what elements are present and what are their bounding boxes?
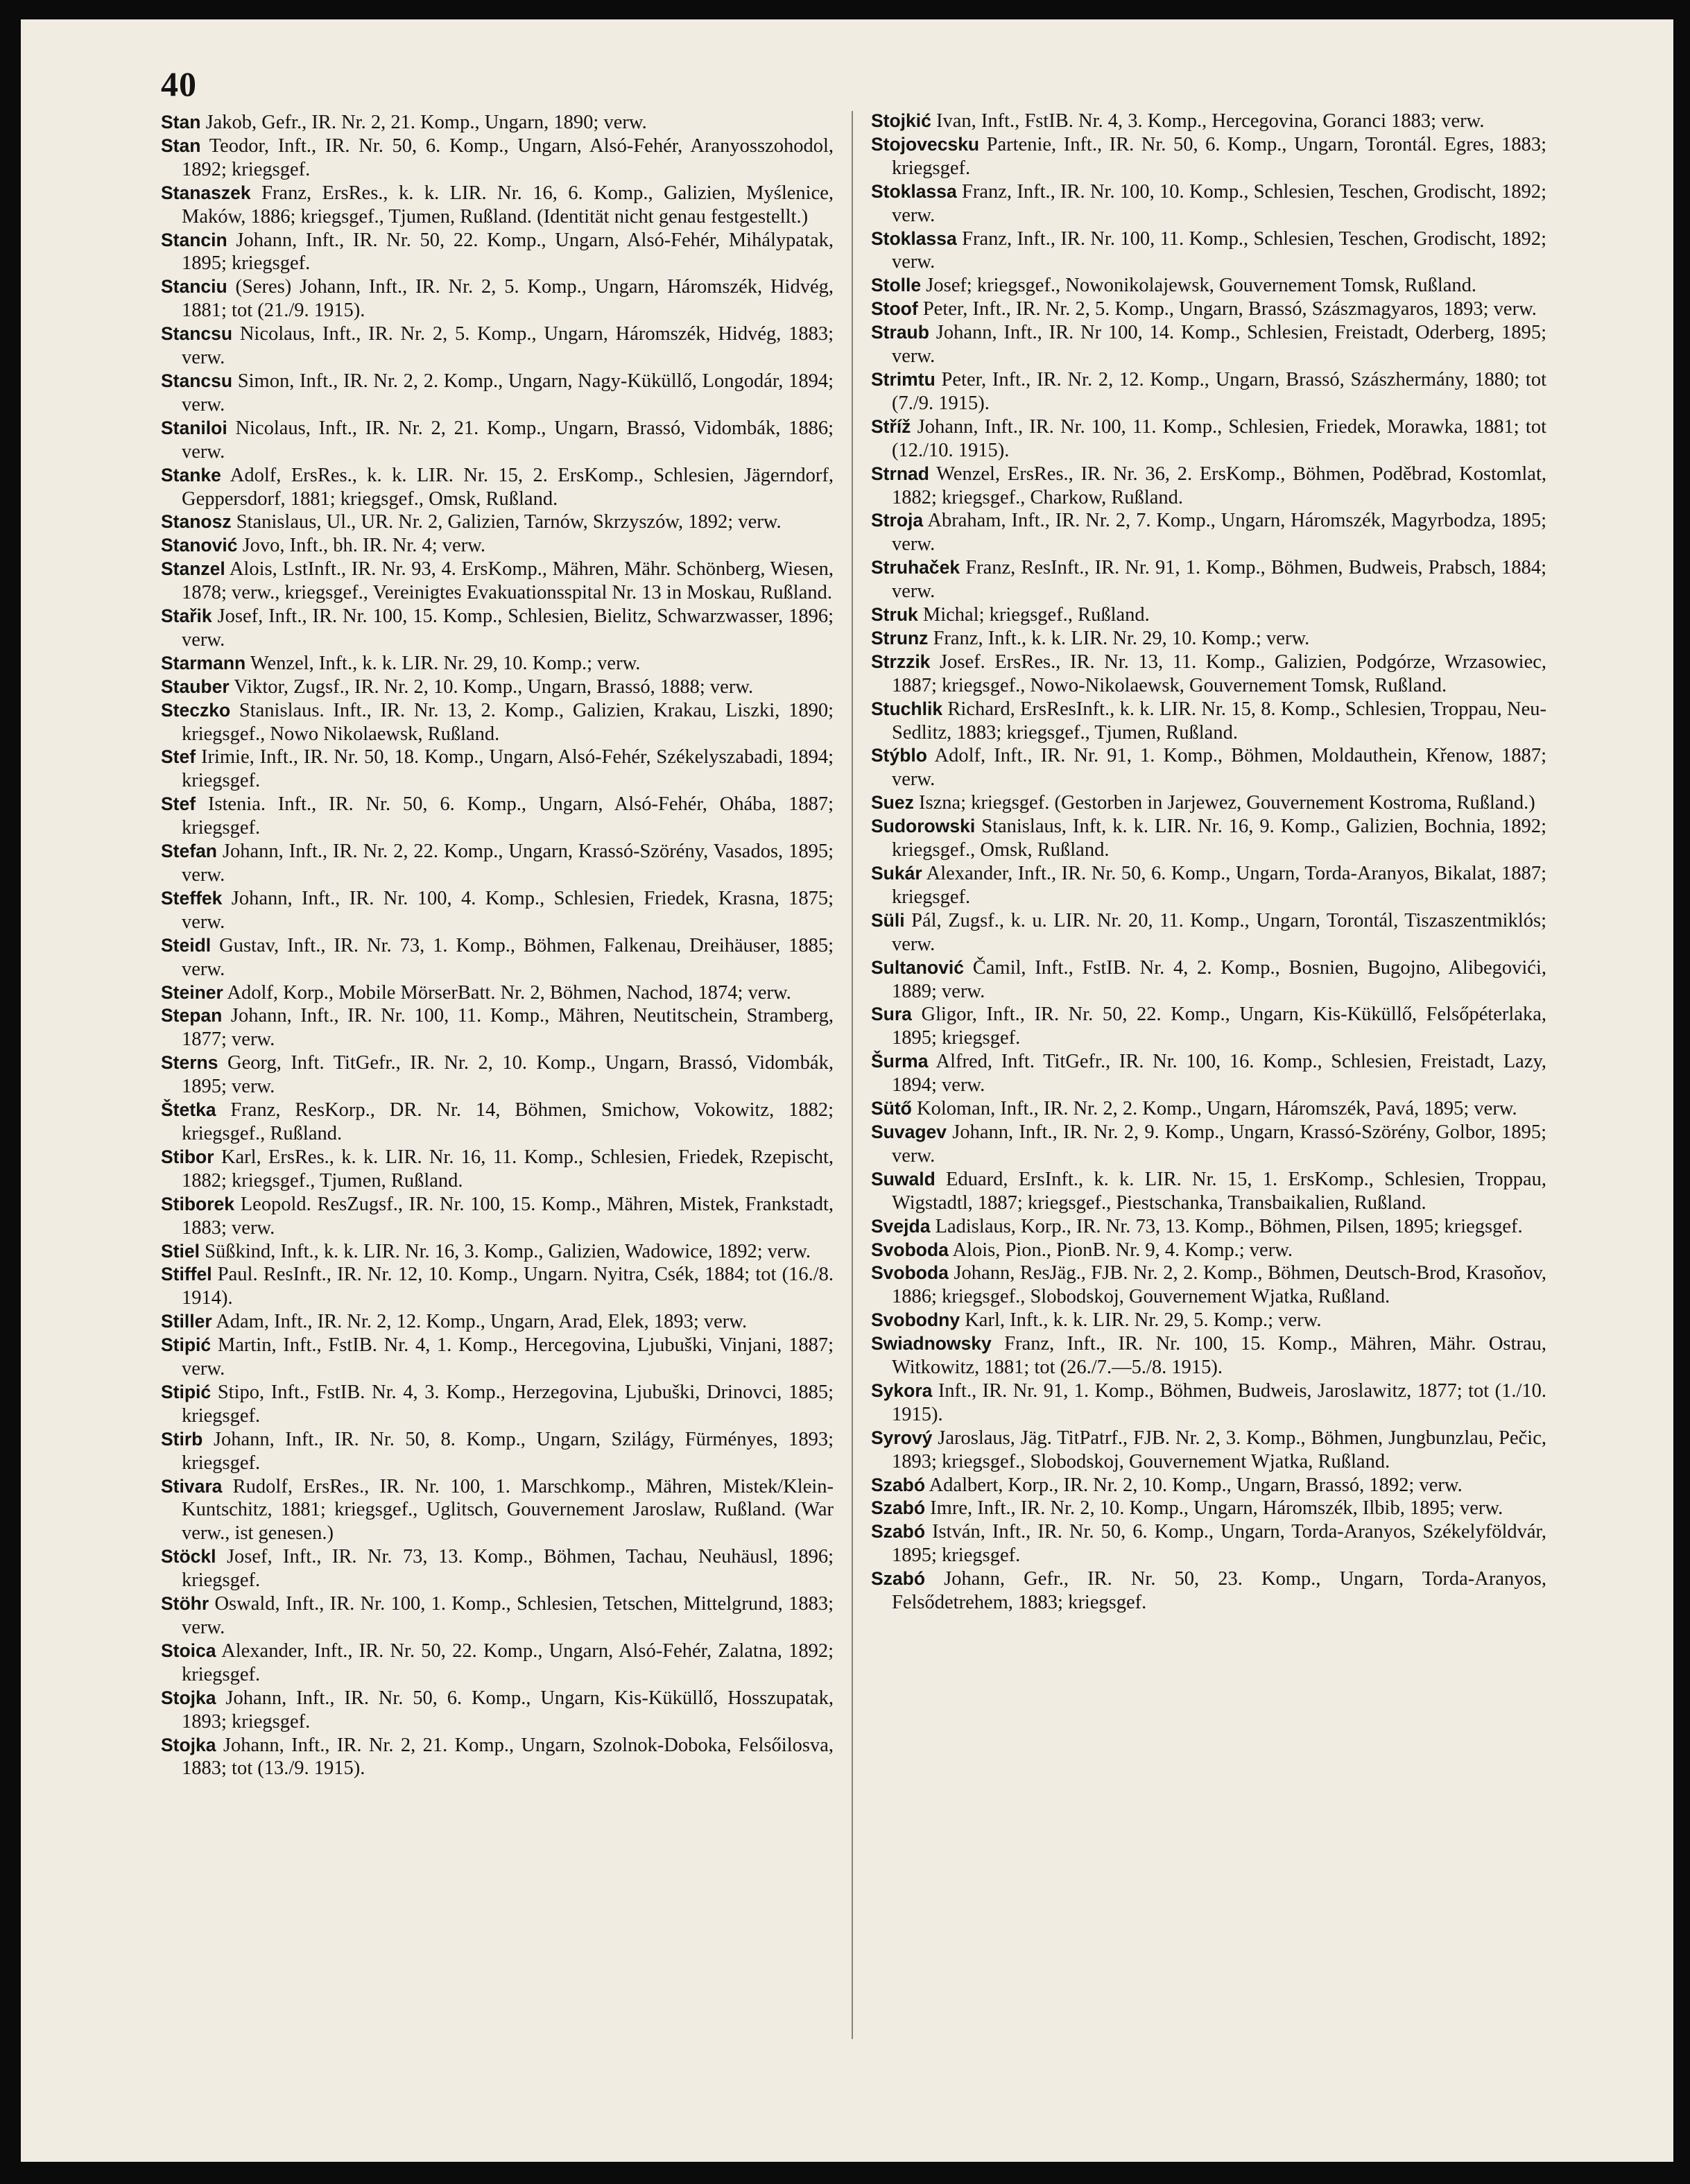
register-entry xyxy=(161,323,834,370)
entry-details: Richard, ErsResInft., k. k. LIR. Nr. 15, 8. Komp., Schlesien, Troppau, Neu-Sedlitz, 1883; kriegsgef., Tjumen, Rußland. xyxy=(892,698,1546,743)
register-entry xyxy=(871,603,1546,627)
entry-surname: Stan xyxy=(161,112,201,132)
entry-details: Michal; kriegsgef., Rußland. xyxy=(917,604,1150,626)
entry-surname: Stroja xyxy=(871,510,924,531)
entry-details: Stipo, Inft., FstIB. Nr. 4, 3. Komp., Herzegovina, Ljubuški, Drinovci, 1885; kriegsgef. xyxy=(182,1381,834,1427)
entry-details: Eduard, ErsInft., k. k. LIR. Nr. 15, 1. ErsKomp., Schlesien, Troppau, Wigstadtl, 1887; kriegsgef., Piestschanka, Transbaikalien, Rußland. xyxy=(892,1168,1546,1214)
entry-details: Adalbert, Korp., IR. Nr. 2, 10. Komp., Ungarn, Brassó, 1892; verw. xyxy=(925,1474,1463,1496)
entry-details: Johann, ResJäg., FJB. Nr. 2, 2. Komp., Böhmen, Deutsch-Brod, Krasoňov, 1886; kriegsgef., Slobodskoj, Gouvernement Wjatka, Rußland. xyxy=(892,1262,1546,1308)
entry-surname: Stojka xyxy=(161,1734,216,1755)
register-entry xyxy=(161,1334,834,1381)
entry-surname: Staniloi xyxy=(161,417,227,438)
entry-details: Ivan, Inft., FstIB. Nr. 4, 3. Komp., Hercegovina, Goranci 1883; verw. xyxy=(931,110,1485,132)
entry-surname: Sudorowski xyxy=(871,816,976,837)
entry-details: Imre, Inft., IR. Nr. 2, 10. Komp., Ungarn, Háromszék, Ilbib, 1895; verw. xyxy=(925,1497,1503,1520)
entry-details: Franz, ResInft., IR. Nr. 91, 1. Komp., Böhmen, Budweis, Prabsch, 1884; verw. xyxy=(892,557,1546,603)
entry-details: Johann, Inft., IR. Nr. 100, 4. Komp., Schlesien, Friedek, Krasna, 1875; verw. xyxy=(182,887,834,933)
entry-details: Alfred, Inft. TitGefr., IR. Nr. 100, 16. Komp., Schlesien, Freistadt, Lazy, 1894; verw. xyxy=(892,1051,1546,1097)
scan-border-bottom xyxy=(0,2162,1690,2184)
register-entry xyxy=(871,791,1546,815)
entry-surname: Stipić xyxy=(161,1334,212,1356)
register-entry xyxy=(161,111,834,135)
entry-details: Paul. ResInft., IR. Nr. 12, 10. Komp., Ungarn. Nyitra, Csék, 1884; tot (16./8. 1914). xyxy=(182,1264,834,1309)
entry-details: Ladislaus, Korp., IR. Nr. 73, 13. Komp., Böhmen, Pilsen, 1895; kriegsgef. xyxy=(930,1215,1523,1237)
entry-surname: Steczko xyxy=(161,699,231,721)
entry-details: Iszna; kriegsgef. (Gestorben in Jarjewez, Gouvernement Kostroma, Rußland.) xyxy=(913,792,1535,814)
entry-details: Alois, Pion., PionB. Nr. 9, 4. Komp.; verw. xyxy=(948,1239,1293,1261)
register-entry xyxy=(871,909,1546,956)
entry-surname: Stýblo xyxy=(871,745,927,766)
register-entry xyxy=(161,1146,834,1193)
right-column xyxy=(871,110,1546,1615)
register-entry xyxy=(161,1263,834,1310)
entry-surname: Stolle xyxy=(871,275,922,296)
register-entry xyxy=(161,464,834,511)
register-entry xyxy=(161,793,834,840)
entry-surname: Szabó xyxy=(871,1497,926,1519)
register-entry xyxy=(161,510,834,534)
entry-details: Nicolaus, Inft., IR. Nr. 2, 21. Komp., Ungarn, Brassó, Vidombák, 1886; verw. xyxy=(182,417,834,463)
register-entry xyxy=(871,274,1546,298)
register-entry xyxy=(161,534,834,558)
register-entry xyxy=(871,1474,1546,1497)
register-entry xyxy=(871,1379,1546,1427)
register-entry xyxy=(161,746,834,793)
entry-details: Koloman, Inft., IR. Nr. 2, 2. Komp., Ungarn, Háromszék, Pavá, 1895; verw. xyxy=(911,1098,1517,1120)
entry-surname: Sultanović xyxy=(871,956,965,978)
register-entry xyxy=(871,556,1546,603)
entry-surname: Stipić xyxy=(161,1381,212,1402)
register-entry xyxy=(161,275,834,323)
entry-surname: Stanciu xyxy=(161,276,227,298)
entry-surname: Szabó xyxy=(871,1521,926,1542)
page-number: 40 xyxy=(161,65,197,103)
entry-details: Johann, Inft., IR. Nr. 100, 11. Komp., Mähren, Neutitschein, Stramberg, 1877; verw. xyxy=(182,1005,834,1051)
register-entry xyxy=(161,981,834,1005)
entry-surname: Swiadnowsky xyxy=(871,1333,992,1355)
register-entry xyxy=(871,227,1546,275)
entry-details: Abraham, Inft., IR. Nr. 2, 7. Komp., Ungarn, Háromszék, Magyrbodza, 1895; verw. xyxy=(892,510,1546,556)
entry-details: Stanislaus. Inft., IR. Nr. 13, 2. Komp., Galizien, Krakau, Liszki, 1890; kriegsgef., Nowo Nikolaewsk, Rußland. xyxy=(182,699,834,745)
register-entry xyxy=(871,1003,1546,1050)
entry-surname: Stanke xyxy=(161,464,221,485)
entry-details: Wenzel, ErsRes., IR. Nr. 36, 2. ErsKomp., Böhmen, Poděbrad, Kostomlat, 1882; kriegsgef., Charkow, Rußland. xyxy=(892,463,1546,508)
register-entry xyxy=(871,1239,1546,1262)
entry-surname: Stepan xyxy=(161,1005,223,1026)
entry-surname: Štetka xyxy=(161,1099,216,1121)
entry-surname: Svobodny xyxy=(871,1309,960,1331)
register-entry xyxy=(871,1050,1546,1097)
entry-details: Josef; kriegsgef., Nowonikolajewsk, Gouvernement Tomsk, Rußland. xyxy=(921,275,1477,297)
entry-surname: Stirb xyxy=(161,1428,203,1450)
register-entry xyxy=(161,1428,834,1475)
entry-details: Josef, Inft., IR. Nr. 73, 13. Komp., Böhmen, Tachau, Neuhäusl, 1896; kriegsgef. xyxy=(182,1546,834,1592)
register-entry xyxy=(871,133,1546,180)
entry-details: Franz, Inft., IR. Nr. 100, 15. Komp., Mähren, Mähr. Ostrau, Witkowitz, 1881; tot (26./7.—5./8. 1915). xyxy=(892,1333,1546,1379)
register-entry xyxy=(161,887,834,934)
entry-surname: Sütő xyxy=(871,1098,912,1119)
entry-details: Pál, Zugsf., k. u. LIR. Nr. 20, 11. Komp., Ungarn, Torontál, Tiszaszentmiklós; verw. xyxy=(892,909,1546,955)
entry-surname: Struhaček xyxy=(871,557,960,578)
entry-surname: Stanosz xyxy=(161,511,232,533)
register-entry xyxy=(871,1520,1546,1567)
entry-surname: Sura xyxy=(871,1004,912,1025)
entry-surname: Suwald xyxy=(871,1168,935,1189)
register-entry xyxy=(871,956,1546,1004)
entry-surname: Stanaszek xyxy=(161,182,251,203)
entry-details: Alexander, Inft., IR. Nr. 50, 6. Komp., Ungarn, Torda-Aranyos, Bikalat, 1887; kriegsgef. xyxy=(892,863,1546,908)
register-entry xyxy=(871,1309,1546,1332)
entry-surname: Stibor xyxy=(161,1146,214,1167)
register-entry xyxy=(161,676,834,699)
entry-surname: Sukár xyxy=(871,863,922,884)
entry-details: Wenzel, Inft., k. k. LIR. Nr. 29, 10. Komp.; verw. xyxy=(245,652,641,674)
entry-details: Teodor, Inft., IR. Nr. 50, 6. Komp., Ungarn, Alsó-Fehér, Aranyosszohodol, 1892; kriegsgef. xyxy=(182,135,834,180)
entry-details: Franz, Inft., k. k. LIR. Nr. 29, 10. Komp.; verw. xyxy=(928,627,1310,649)
entry-details: Istenia. Inft., IR. Nr. 50, 6. Komp., Ungarn, Alsó-Fehér, Ohába, 1887; kriegsgef. xyxy=(182,793,834,839)
register-entry xyxy=(161,1475,834,1546)
entry-surname: Svoboda xyxy=(871,1262,949,1284)
entry-details: Johann, Inft., IR. Nr. 50, 8. Komp., Ungarn, Szilágy, Fürményes, 1893; kriegsgef. xyxy=(182,1428,834,1474)
entry-surname: Svejda xyxy=(871,1215,931,1237)
entry-details: Adolf, Korp., Mobile MörserBatt. Nr. 2, Böhmen, Nachod, 1874; verw. xyxy=(223,981,791,1004)
entry-details: Nicolaus, Inft., IR. Nr. 2, 5. Komp., Ungarn, Háromszék, Hidvég, 1883; verw. xyxy=(182,323,834,369)
entry-details: Josef, Inft., IR. Nr. 100, 15. Komp., Schlesien, Bielitz, Schwarzwasser, 1896; verw. xyxy=(182,605,834,651)
entry-details: Simon, Inft., IR. Nr. 2, 2. Komp., Ungarn, Nagy-Küküllő, Longodár, 1894; verw. xyxy=(182,370,834,415)
register-entry xyxy=(161,605,834,652)
entry-details: Jaroslaus, Jäg. TitPatrf., FJB. Nr. 2, 3. Komp., Böhmen, Jungbunzlau, Pečic, 1893; kriegsgef., Slobodskoj, Gouvernement Wjatka, Rußland. xyxy=(892,1427,1546,1472)
entry-surname: Steffek xyxy=(161,887,223,909)
register-entry xyxy=(161,699,834,746)
entry-surname: Stoklassa xyxy=(871,227,957,249)
entry-surname: Stöckl xyxy=(161,1546,216,1567)
entry-details: Gustav, Inft., IR. Nr. 73, 1. Komp., Böhmen, Falkenau, Dreihäuser, 1885; verw. xyxy=(182,934,834,980)
entry-details: Peter, Inft., IR. Nr. 2, 12. Komp., Ungarn, Brassó, Szászhermány, 1880; tot (7./9. 1915). xyxy=(892,368,1546,414)
entry-surname: Stan xyxy=(161,135,201,156)
register-entry xyxy=(871,1168,1546,1215)
register-entry xyxy=(871,1215,1546,1239)
entry-details: Johann, Gefr., IR. Nr. 50, 23. Komp., Ungarn, Torda-Aranyos, Felsődetrehem, 1883; kriegsgef. xyxy=(892,1568,1546,1614)
entry-details: Johann, Inft., IR. Nr. 2, 22. Komp., Ungarn, Krassó-Szörény, Vasados, 1895; verw. xyxy=(182,841,834,886)
entry-surname: Stef xyxy=(161,746,196,768)
entry-details: Johann, Inft., IR. Nr. 50, 22. Komp., Ungarn, Alsó-Fehér, Mihálypatak, 1895; kriegsgef. xyxy=(182,229,834,275)
entry-details: Stanislaus, Ul., UR. Nr. 2, Galizien, Tarnów, Skrzyszów, 1892; verw. xyxy=(231,511,782,533)
entry-details: Franz, Inft., IR. Nr. 100, 11. Komp., Schlesien, Teschen, Grodischt, 1892; verw. xyxy=(892,227,1546,273)
register-entry xyxy=(871,627,1546,651)
register-entry xyxy=(871,180,1546,227)
register-entry xyxy=(871,1097,1546,1121)
entry-surname: Stefan xyxy=(161,841,217,862)
entry-surname: Szabó xyxy=(871,1474,926,1495)
scan-border-top xyxy=(0,0,1690,19)
column-divider xyxy=(852,111,853,2039)
entry-surname: Süli xyxy=(871,909,905,931)
entry-details: Oswald, Inft., IR. Nr. 100, 1. Komp., Schlesien, Tetschen, Mittelgrund, 1883; verw. xyxy=(182,1593,834,1638)
entry-surname: Stöhr xyxy=(161,1593,209,1615)
register-entry xyxy=(161,182,834,229)
entry-details: Georg, Inft. TitGefr., IR. Nr. 2, 10. Komp., Ungarn, Brassó, Vidombák, 1895; verw. xyxy=(182,1052,834,1098)
register-entry xyxy=(871,321,1546,368)
register-entry xyxy=(871,1427,1546,1474)
entry-surname: Steiner xyxy=(161,981,223,1003)
register-entry xyxy=(871,463,1546,510)
entry-details: Jovo, Inft., bh. IR. Nr. 4; verw. xyxy=(237,535,485,557)
entry-details: Johann, Inft., IR. Nr. 100, 11. Komp., Schlesien, Friedek, Morawka, 1881; tot (12./10. 1915). xyxy=(892,415,1546,461)
entry-surname: Stojka xyxy=(161,1687,216,1708)
register-entry xyxy=(871,744,1546,791)
register-entry xyxy=(871,415,1546,463)
entry-surname: Stancsu xyxy=(161,323,233,345)
entry-surname: Svoboda xyxy=(871,1239,949,1260)
register-entry xyxy=(161,1099,834,1146)
entry-details: Peter, Inft., IR. Nr. 2, 5. Komp., Ungarn, Brassó, Szászmagyaros, 1893; verw. xyxy=(917,298,1537,320)
entry-details: Čamil, Inft., FstIB. Nr. 4, 2. Komp., Bosnien, Bugojno, Alibegovići, 1889; verw. xyxy=(892,956,1546,1002)
entry-details: Gligor, Inft., IR. Nr. 50, 22. Komp., Ungarn, Kis-Küküllő, Felsőpéterlaka, 1895; kriegsgef. xyxy=(892,1004,1546,1049)
entry-surname: Strnad xyxy=(871,463,929,484)
entry-surname: Suez xyxy=(871,792,914,814)
entry-surname: Stojovecsku xyxy=(871,133,980,155)
entry-surname: Stiffel xyxy=(161,1264,212,1285)
entry-surname: Sterns xyxy=(161,1052,218,1074)
entry-details: Johann, Inft., IR. Nr. 2, 9. Komp., Ungarn, Krassó-Szörény, Golbor, 1895; verw. xyxy=(892,1121,1546,1167)
entry-surname: Suvagev xyxy=(871,1121,947,1142)
entry-surname: Stanović xyxy=(161,535,238,556)
register-entry xyxy=(871,815,1546,862)
register-entry xyxy=(161,652,834,676)
entry-details: Johann, Inft., IR. Nr 100, 14. Komp., Schlesien, Freistadt, Oderberg, 1895; verw. xyxy=(892,322,1546,368)
register-entry xyxy=(161,370,834,417)
entry-details: Leopold. ResZugsf., IR. Nr. 100, 15. Komp., Mähren, Mistek, Frankstadt, 1883; verw. xyxy=(182,1193,834,1239)
entry-surname: Steidl xyxy=(161,934,212,956)
entry-details: Jakob, Gefr., IR. Nr. 2, 21. Komp., Ungarn, 1890; verw. xyxy=(200,112,647,133)
entry-surname: Stivara xyxy=(161,1475,223,1497)
entry-surname: Stiborek xyxy=(161,1193,235,1214)
entry-details: Adam, Inft., IR. Nr. 2, 12. Komp., Ungarn, Arad, Elek, 1893; verw. xyxy=(212,1311,748,1333)
left-column xyxy=(161,111,834,1780)
entry-surname: Stancin xyxy=(161,229,227,250)
register-entry xyxy=(161,1193,834,1240)
register-entry xyxy=(871,110,1546,133)
register-entry xyxy=(161,1310,834,1334)
register-entry xyxy=(871,1497,1546,1520)
entry-details: (Seres) Johann, Inft., IR. Nr. 2, 5. Komp., Ungarn, Háromszék, Hidvég, 1881; tot (21./9. 1915). xyxy=(182,276,834,322)
entry-surname: Strunz xyxy=(871,627,929,648)
register-entry xyxy=(161,417,834,464)
register-entry xyxy=(161,1687,834,1734)
entry-details: Adolf, ErsRes., k. k. LIR. Nr. 15, 2. ErsKomp., Schlesien, Jägerndorf, Geppersdorf, 1881; kriegsgef., Omsk, Rußland. xyxy=(182,464,834,510)
entry-surname: Struk xyxy=(871,604,918,626)
register-entry xyxy=(161,1640,834,1687)
entry-surname: Stoica xyxy=(161,1640,216,1661)
entry-surname: Stoklassa xyxy=(871,180,957,202)
entry-details: Irimie, Inft., IR. Nr. 50, 18. Komp., Ungarn, Alsó-Fehér, Székelyszabadi, 1894; kriegsgef. xyxy=(182,746,834,792)
entry-surname: Syrový xyxy=(871,1427,933,1448)
register-entry xyxy=(161,229,834,276)
entry-surname: Stancsu xyxy=(161,370,233,391)
register-entry xyxy=(871,509,1546,556)
register-entry xyxy=(871,862,1546,909)
entry-details: Franz, ResKorp., DR. Nr. 14, Böhmen, Smichow, Vokowitz, 1882; kriegsgef., Rußland. xyxy=(182,1099,834,1144)
entry-details: Adolf, Inft., IR. Nr. 91, 1. Komp., Böhmen, Moldauthein, Křenow, 1887; verw. xyxy=(892,745,1546,791)
register-entry xyxy=(161,840,834,887)
register-entry xyxy=(161,558,834,605)
register-entry xyxy=(161,135,834,182)
entry-details: Alexander, Inft., IR. Nr. 50, 22. Komp., Ungarn, Alsó-Fehér, Zalatna, 1892; kriegsgef. xyxy=(182,1640,834,1685)
entry-surname: Stařik xyxy=(161,605,212,627)
register-entry xyxy=(871,1262,1546,1309)
entry-surname: Stojkić xyxy=(871,110,931,131)
entry-details: Josef. ErsRes., IR. Nr. 13, 11. Komp., Galizien, Podgórze, Wrzasowiec, 1887; kriegsgef., Nowo-Nikolaewsk, Gouvernement Tomsk, Rußland. xyxy=(892,651,1546,696)
entry-surname: Starmann xyxy=(161,652,246,673)
entry-details: Karl, ErsRes., k. k. LIR. Nr. 16, 11. Komp., Schlesien, Friedek, Rzepischt, 1882; kriegsgef., Tjumen, Rußland. xyxy=(182,1146,834,1192)
entry-surname: Stoof xyxy=(871,298,918,320)
entry-details: Franz, Inft., IR. Nr. 100, 10. Komp., Schlesien, Teschen, Grodischt, 1892; verw. xyxy=(892,180,1546,226)
entry-details: István, Inft., IR. Nr. 50, 6. Komp., Ungarn, Torda-Aranyos, Székelyföldvár, 1895; kriegsgef. xyxy=(892,1521,1546,1567)
entry-details: Rudolf, ErsRes., IR. Nr. 100, 1. Marschkomp., Mähren, Mistek/Klein-Kuntschitz, 1881; kriegsgef., Uglitsch, Gouvernement Jaroslaw, Rußland. (War verw., ist genesen.) xyxy=(182,1475,834,1545)
entry-details: Stanislaus, Inft, k. k. LIR. Nr. 16, 9. Komp., Galizien, Bochnia, 1892; kriegsgef., Omsk, Rußland. xyxy=(892,816,1546,861)
register-entry xyxy=(871,298,1546,321)
entry-surname: Straub xyxy=(871,322,929,343)
entry-surname: Šurma xyxy=(871,1051,929,1072)
register-entry xyxy=(161,1240,834,1264)
register-entry xyxy=(871,698,1546,745)
register-entry xyxy=(871,1332,1546,1379)
entry-surname: Stiel xyxy=(161,1240,200,1262)
entry-surname: Strimtu xyxy=(871,368,935,390)
register-entry xyxy=(161,1004,834,1051)
entry-details: Partenie, Inft., IR. Nr. 50, 6. Komp., Ungarn, Torontál. Egres, 1883; kriegsgef. xyxy=(892,133,1546,179)
register-entry xyxy=(871,368,1546,415)
entry-surname: Stauber xyxy=(161,676,230,697)
register-entry xyxy=(871,1567,1546,1615)
entry-details: Viktor, Zugsf., IR. Nr. 2, 10. Komp., Ungarn, Brassó, 1888; verw. xyxy=(229,676,754,698)
entry-details: Karl, Inft., k. k. LIR. Nr. 29, 5. Komp.; verw. xyxy=(960,1309,1322,1332)
scan-border-right xyxy=(1673,0,1690,2184)
register-entry xyxy=(161,1592,834,1640)
register-entry xyxy=(871,651,1546,698)
register-entry xyxy=(161,934,834,981)
entry-details: Alois, LstInft., IR. Nr. 93, 4. ErsKomp., Mähren, Mähr. Schönberg, Wiesen, 1878; verw., kriegsgef., Vereinigtes Evakuationsspital Nr. 13 in Moskau, Rußland. xyxy=(182,558,834,604)
entry-surname: Strzzik xyxy=(871,651,931,672)
entry-details: Süßkind, Inft., k. k. LIR. Nr. 16, 3. Komp., Galizien, Wadowice, 1892; verw. xyxy=(199,1240,811,1262)
entry-details: Franz, ErsRes., k. k. LIR. Nr. 16, 6. Komp., Galizien, Myślenice, Maków, 1886; kriegsgef., Tjumen, Rußland. (Identität nicht genau festgestellt.) xyxy=(182,182,834,227)
entry-details: Inft., IR. Nr. 91, 1. Komp., Böhmen, Budweis, Jaroslawitz, 1877; tot (1./10. 1915). xyxy=(892,1379,1546,1425)
entry-surname: Sykora xyxy=(871,1379,933,1401)
register-entry xyxy=(161,1734,834,1781)
entry-surname: Stef xyxy=(161,793,196,815)
register-entry xyxy=(161,1381,834,1428)
entry-surname: Szabó xyxy=(871,1568,926,1590)
entry-details: Johann, Inft., IR. Nr. 50, 6. Komp., Ungarn, Kis-Küküllő, Hosszupatak, 1893; kriegsgef. xyxy=(182,1687,834,1732)
scan-border-left xyxy=(0,0,21,2184)
entry-surname: Stanzel xyxy=(161,558,225,580)
register-entry xyxy=(871,1121,1546,1168)
register-entry xyxy=(161,1051,834,1099)
register-entry xyxy=(161,1545,834,1592)
entry-surname: Stříž xyxy=(871,415,911,437)
entry-details: Johann, Inft., IR. Nr. 2, 21. Komp., Ungarn, Szolnok-Doboka, Felsőilosva, 1883; tot (13./9. 1915). xyxy=(182,1734,834,1780)
entry-details: Martin, Inft., FstIB. Nr. 4, 1. Komp., Hercegovina, Ljubuški, Vinjani, 1887; verw. xyxy=(182,1334,834,1380)
entry-surname: Stuchlik xyxy=(871,698,943,719)
entry-surname: Stiller xyxy=(161,1311,212,1332)
